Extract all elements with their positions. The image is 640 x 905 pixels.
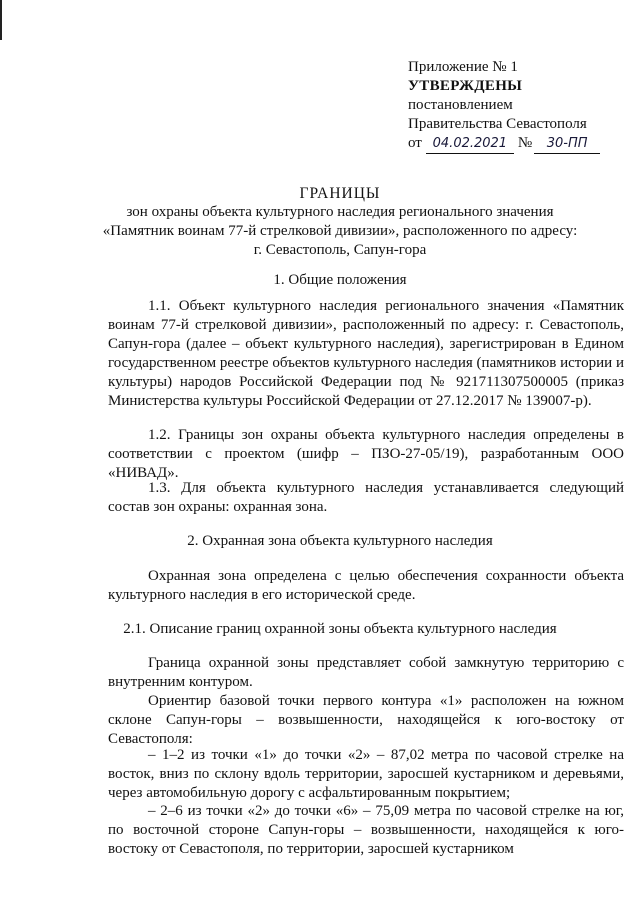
annex-label: Приложение № 1 [408,59,518,75]
by-resolution-label: постановлением [408,97,513,113]
scan-edge-mark [0,0,2,40]
paragraph-base-point: Ориентир базовой точки первого контура «1» расположен на южном склоне Сапун-горы – возвышенности, находящейся к юго-востоку от Севастополя: [108,693,624,747]
title-main: ГРАНИЦЫ [299,185,381,202]
handwritten-date: 04.02.2021 [426,134,514,154]
approved-label: УТВЕРЖДЕНЫ [408,78,523,94]
paragraph-boundary: Граница охранной зоны представляет собой замкнутую территорию с внутренним контуром. [108,655,624,690]
section-2-heading: 2. Охранная зона объекта культурного наследия [187,533,493,549]
date-number-line [408,134,628,154]
approval-block [408,58,628,154]
number-label: № [517,135,533,151]
section-2-1-heading: 2.1. Описание границ охранной зоны объекта культурного наследия [123,621,557,637]
paragraph-1-3: 1.3. Для объекта культурного наследия устанавливается следующий состав зон охраны: охранная зона. [108,480,624,515]
paragraph-2-intro: Охранная зона определена с целью обеспечения сохранности объекта культурного наследия в его исторической среде. [108,568,624,603]
title-line-2: «Памятник воинам 77-й стрелковой дивизии», расположенного по адресу: [102,223,578,239]
paragraph-1-2: 1.2. Границы зон охраны объекта культурного наследия определены в соответствии с проектом (шифр – ПЗО-27-05/19), разработанным ООО «НИВАД». [108,427,624,481]
title-line-1: зон охраны объекта культурного наследия регионального значения [126,204,554,220]
handwritten-number: 30-ПП [534,134,600,154]
paragraph-segment-2-6: – 2–6 из точки «2» до точки «6» – 75,09 метра по часовой стрелке на юг, по восточной стороне Сапун-горы – возвышенности, находящейся к юго-востоку от Севастополя, по территории, заросшей кустарником [108,803,624,857]
paragraph-segment-1-2: – 1–2 из точки «1» до точки «2» – 87,02 метра по часовой стрелке на восток, вниз по склону вдоль территории, заросшей кустарником и деревьями, через автомобильную дорогу с асфальтированным покрытием; [108,747,624,801]
from-label: от [408,135,422,151]
government-label: Правительства Севастополя [408,116,587,132]
title-line-3: г. Севастополь, Сапун-гора [253,242,427,258]
paragraph-1-1: 1.1. Объект культурного наследия регионального значения «Памятник воинам 77-й стрелковой дивизии», расположенный по адресу: г. Севастополь, Сапун-гора (далее – объект культурного наследия), зарегистрирован в Едином государственном реестре объектов культурного наследия (памятников истории и культуры) народов Российской Федерации под № 921711307500005 (приказ Министерства культуры Российской Федерации от 27.12.2017 № 139007-р). [108,298,624,409]
document-title [80,184,600,260]
section-1-heading: 1. Общие положения [273,272,407,288]
